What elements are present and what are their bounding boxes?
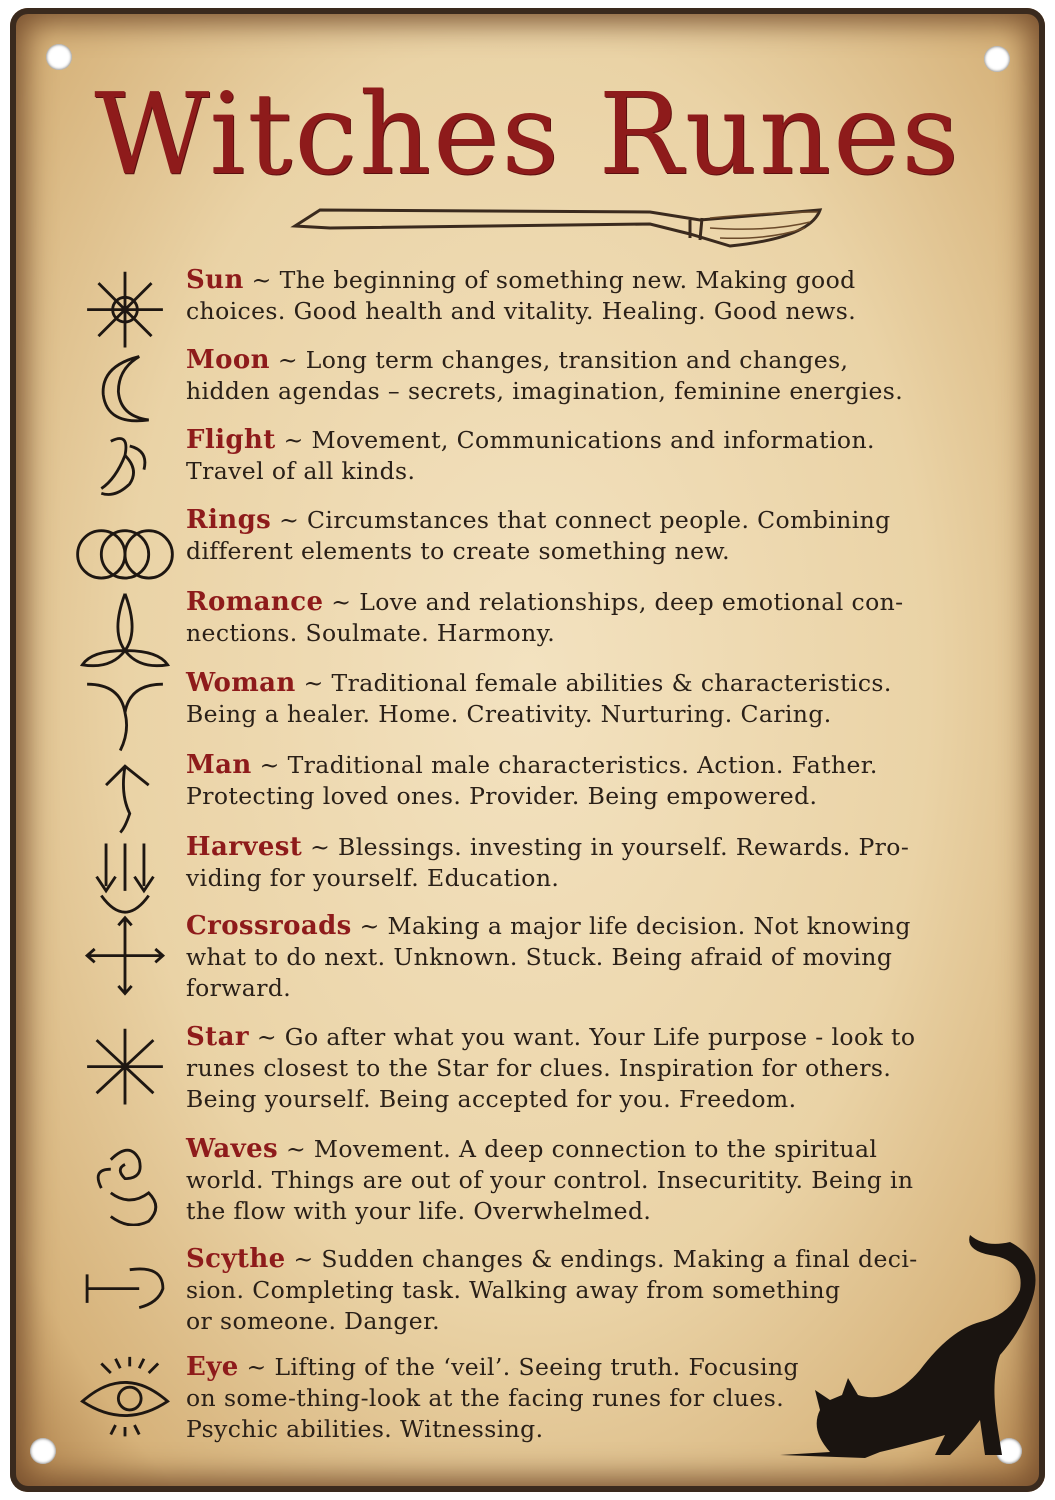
rune-text: what to do next. Unknown. Stuck. Being afraid of moving	[186, 943, 893, 971]
rune-description-line	[186, 911, 986, 942]
rune-entry-romance	[186, 587, 986, 649]
rune-description-line	[186, 536, 986, 567]
rune-name: Star	[186, 1022, 249, 1052]
rune-text: ~ Making a major life decision. Not knowing	[359, 912, 911, 940]
rune-text: runes closest to the Star for clues. Inspiration for others.	[186, 1054, 892, 1082]
rune-name: Crossroads	[186, 911, 352, 941]
rune-text: the flow with your life. Overwhelmed.	[186, 1197, 652, 1225]
rune-name: Romance	[186, 587, 324, 617]
page-title: Witches Runes	[94, 70, 961, 200]
rune-text: Psychic abilities. Witnessing.	[186, 1415, 544, 1443]
man-icon	[70, 752, 180, 846]
rune-text: different elements to create something new.	[186, 537, 731, 565]
rune-entry-harvest	[186, 832, 986, 894]
rune-text: ~ Lifting of the ‘veil’. Seeing truth. Focusing	[246, 1353, 799, 1381]
rune-text: Being yourself. Being accepted for you. Freedom.	[186, 1085, 797, 1113]
rune-text: Travel of all kinds.	[186, 457, 416, 485]
rune-description-line	[186, 425, 986, 456]
rune-text: world. Things are out of your control. Insecuritity. Being in	[186, 1166, 914, 1194]
rune-description-line	[186, 345, 986, 376]
romance-icon	[70, 589, 180, 683]
rune-entry-flight	[186, 425, 986, 487]
rune-description-line	[186, 1084, 986, 1115]
rune-description-line	[186, 1165, 986, 1196]
rune-text: ~ Sudden changes & endings. Making a final deci-	[293, 1245, 918, 1273]
rune-text: ~ Go after what you want. Your Life purpose - look to	[256, 1023, 916, 1051]
eye-icon	[70, 1354, 180, 1448]
rune-text: ~ Circumstances that connect people. Combining	[279, 506, 891, 534]
rune-name: Rings	[186, 505, 272, 535]
rune-description-line	[186, 456, 986, 487]
screw-hole	[984, 46, 1010, 72]
broom-icon	[290, 198, 830, 258]
rune-description-line	[186, 973, 986, 1004]
rune-name: Flight	[186, 425, 276, 455]
rune-text: choices. Good health and vitality. Healing. Good news.	[186, 297, 857, 325]
rune-description-line	[186, 1022, 986, 1053]
rune-description-line	[186, 832, 986, 863]
rune-name: Man	[186, 750, 252, 780]
rune-description-line	[186, 265, 986, 296]
rune-name: Sun	[186, 265, 244, 295]
rune-entry-waves	[186, 1134, 986, 1227]
rune-description-line	[186, 699, 986, 730]
rune-text: ~ Movement. A deep connection to the spiritual	[285, 1135, 878, 1163]
rune-text: ~ Movement, Communications and information.	[283, 426, 875, 454]
rune-text: Protecting loved ones. Provider. Being empowered.	[186, 782, 818, 810]
rune-description-line	[186, 863, 986, 894]
rune-description-line	[186, 376, 986, 407]
rune-description-line	[186, 781, 986, 812]
rune-text: or someone. Danger.	[186, 1307, 441, 1335]
rune-text: ~ The beginning of something new. Making good	[251, 266, 856, 294]
rune-entry-rings	[186, 505, 986, 567]
rune-description-line	[186, 618, 986, 649]
rune-name: Eye	[186, 1352, 239, 1382]
rune-text: ~ Blessings. investing in yourself. Rewards. Pro-	[310, 833, 910, 861]
rune-description-line	[186, 1196, 986, 1227]
scythe-icon	[70, 1246, 180, 1340]
rune-text: on some-thing-look at the facing runes for clues.	[186, 1384, 785, 1412]
rune-description-line	[186, 750, 986, 781]
rune-entry-star	[186, 1022, 986, 1115]
rune-entry-man	[186, 750, 986, 812]
crossroads-icon	[70, 913, 180, 1007]
screw-hole	[30, 1438, 56, 1464]
rune-description-line	[186, 1053, 986, 1084]
rune-name: Woman	[186, 668, 296, 698]
cat-silhouette	[770, 1230, 1040, 1470]
rune-entry-sun	[186, 265, 986, 327]
rune-text: sion. Completing task. Walking away from something	[186, 1276, 841, 1304]
rune-description-line	[186, 587, 986, 618]
rune-entry-woman	[186, 668, 986, 730]
woman-icon	[70, 670, 180, 764]
rune-text: Being a healer. Home. Creativity. Nurturing. Caring.	[186, 700, 832, 728]
rune-text: forward.	[186, 974, 292, 1002]
rune-text: viding for yourself. Education.	[186, 864, 560, 892]
waves-icon	[70, 1136, 180, 1230]
rune-description-line	[186, 296, 986, 327]
rune-text: ~ Love and relationships, deep emotional con-	[331, 588, 904, 616]
rune-name: Harvest	[186, 832, 303, 862]
rune-description-line	[186, 505, 986, 536]
rune-name: Waves	[186, 1134, 279, 1164]
rune-text: hidden agendas – secrets, imagination, feminine energies.	[186, 377, 904, 405]
rune-text: nections. Soulmate. Harmony.	[186, 619, 556, 647]
star-icon	[70, 1024, 180, 1118]
rune-description-line	[186, 1134, 986, 1165]
rune-entry-moon	[186, 345, 986, 407]
rune-name: Moon	[186, 345, 270, 375]
rings-icon	[70, 507, 180, 601]
rune-description-line	[186, 668, 986, 699]
rune-entry-crossroads	[186, 911, 986, 1004]
rune-text: ~ Long term changes, transition and changes,	[277, 346, 849, 374]
rune-text: ~ Traditional female abilities & characteristics.	[303, 669, 892, 697]
rune-text: ~ Traditional male characteristics. Action. Father.	[259, 751, 878, 779]
rune-description-line	[186, 942, 986, 973]
screw-hole	[46, 44, 72, 70]
rune-name: Scythe	[186, 1244, 286, 1274]
